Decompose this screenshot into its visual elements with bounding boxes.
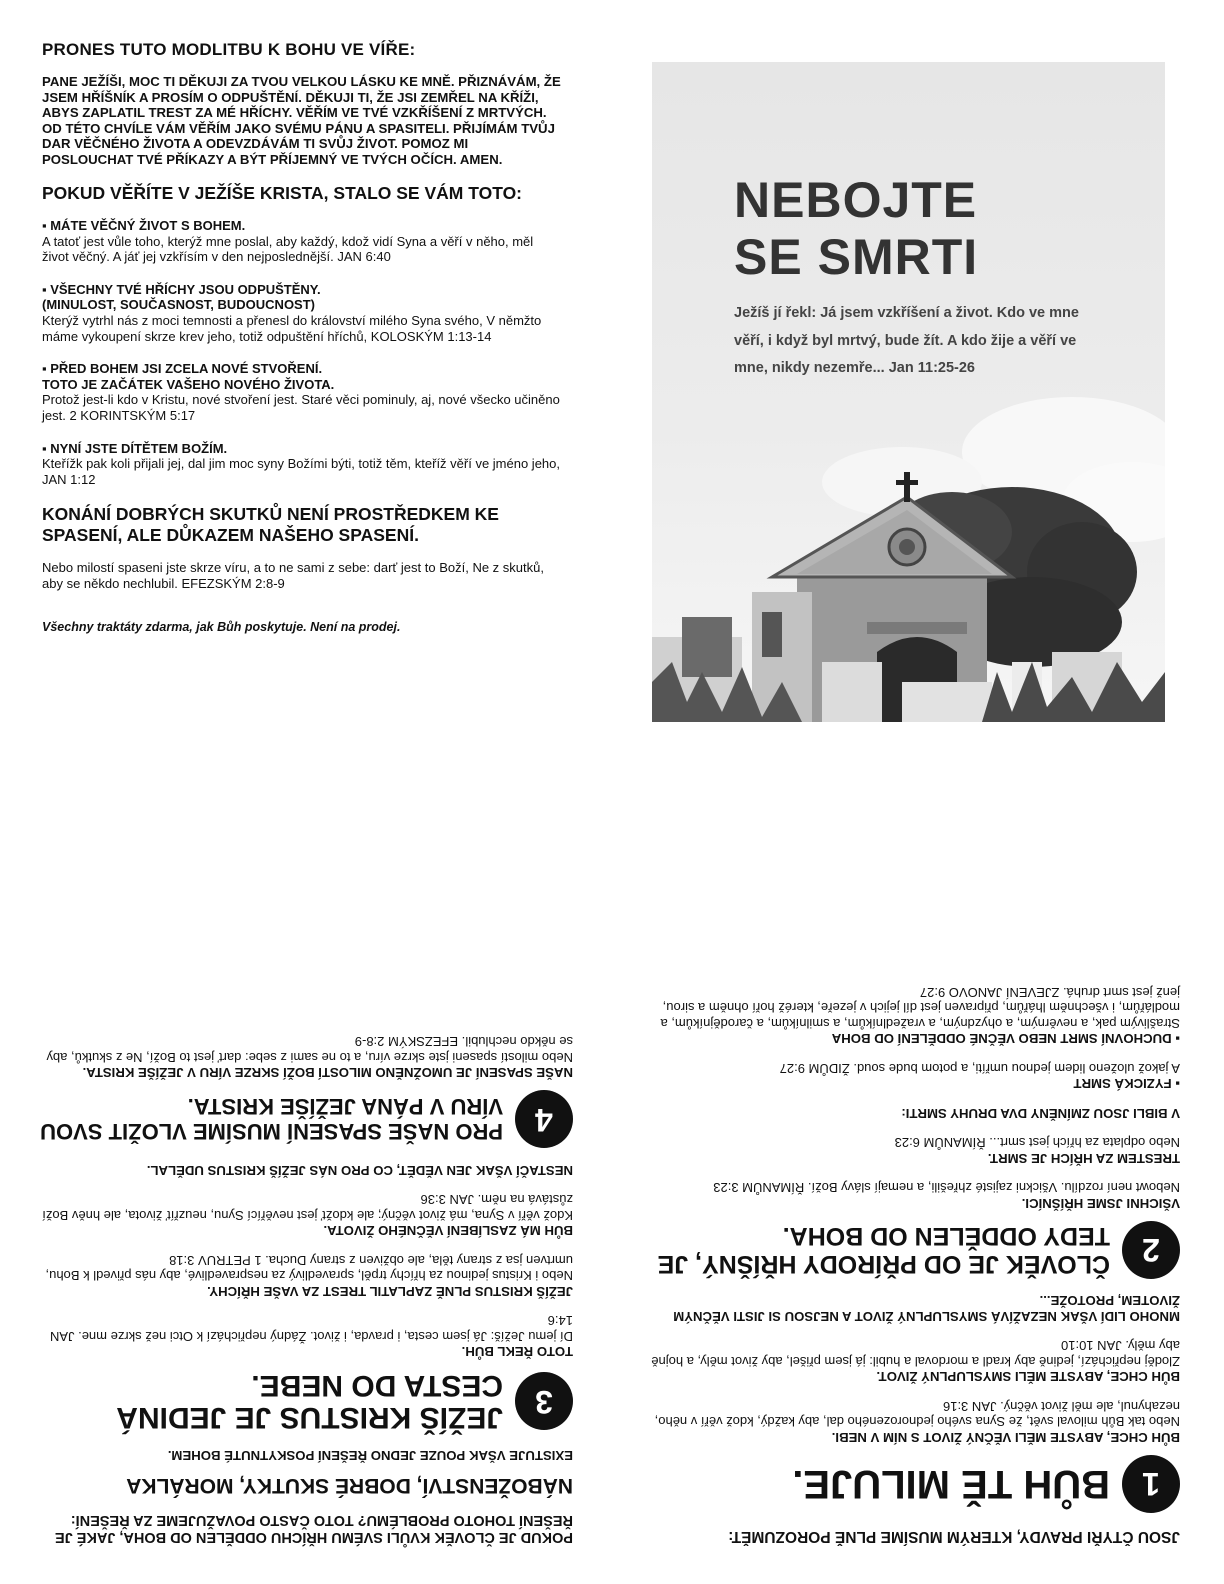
truth-4-section	[38, 1034, 573, 1081]
truth-1-lead: MNOHO LIDÍ VŠAK NEZAŽÍVÁ SMYSLUPLNÝ ŽIVOT A NEJSOU SI JISTI VĚČNÝM ŽIVOTEM, PROTOŽE...	[673, 1293, 1180, 1324]
believe-item	[42, 282, 562, 344]
truth-2-text: A jakož uloženo lidem jednou umříti, a potom bude soud. ŽIDŮM 9:27	[779, 1061, 1180, 1076]
truth-2-section	[640, 1106, 1180, 1122]
prayer-panel	[42, 40, 562, 634]
truth-3-text: Dí jemu Ježíš: Já jsem cesta, i pravda, i život. Žádný nepřichází k Otci než skrze mne. JAN 14:6	[49, 1313, 573, 1344]
cover-verse: Ježíš jí řekl: Já jsem vzkříšení a život. Kdo ve mne věří, i když byl mrtvý, bude žít. A kdo žije a věří ve mne, nikdy nezemře... Jan 11:25-26	[734, 305, 1079, 376]
believe-item-text: Kteřížk pak koli přijali jej, dal jim moc syny Božími býti, totiž těm, kteříž věří ve jméno jeho, JAN 1:12	[42, 456, 561, 487]
truth-1-text: Zloděj nepřichází, jedině aby kradl a mordoval a hubil: já jsem přišel, aby život měly, a hojně aby měly. JAN 10:10	[651, 1338, 1180, 1369]
truth-2-section	[640, 1180, 1180, 1211]
prayer-heading: PRONES TUTO MODLITBU K BOHU VE VÍŘE:	[42, 40, 416, 59]
cover-title	[734, 172, 978, 286]
truth-2-lead: V BIBLI JSOU ZMÍNĚNY DVA DRUHY SMRTI:	[901, 1106, 1180, 1121]
truths-3-4-panel	[38, 815, 573, 1545]
truth-3-lead: TOTO ŘEKL BŮH.	[461, 1344, 573, 1360]
truth-2-header	[640, 1221, 1180, 1279]
truth-number-badge: 2	[1122, 1221, 1180, 1279]
truth-3-title: JEŽÍŠ KRISTUS JE JEDINÁ CESTA DO NEBE.	[116, 1369, 503, 1435]
chapel-photo	[652, 62, 1165, 722]
believe-item-text: Kterýž vytrhl nás z moci temnosti a přenesl do království milého Syna svého, V němžto máme vykoupení skrze krev jeho, totiž odpuštění hříchů, KOLOSKÝM 1:13-14	[42, 312, 542, 344]
truth-number-badge: 4	[515, 1091, 573, 1149]
believe-item-text: A tatoť jest vůle toho, kterýž mne poslal, aby každý, kdož vidí Syna a věří v něho, měl život věčný. A jáť jej vzkřísím v den nejposlednější. JAN 6:40	[42, 233, 534, 265]
truth-1-section	[640, 1399, 1180, 1446]
truth-3-header	[38, 1370, 573, 1434]
truth-2-title: ČLOVĚK JE OD PŘÍRODY HŘÍŠNÝ, JE TEDY ODDĚLEN OD BOHA.	[657, 1222, 1110, 1278]
truth-1-title: BŮH TĚ MILUJE.	[792, 1462, 1110, 1506]
truth-2-text: Nebowt není rozdílu. Všickni zajisté zhřešili, a nemají slávy Boží. ŘÍMANŮM 3:23	[713, 1180, 1180, 1196]
believe-item-head: ▪ PŘED BOHEM JSI ZCELA NOVÉ STVOŘENÍ.	[42, 361, 323, 377]
truth-2-lead: ▪ DUCHOVNÍ SMRT NEBO VĚČNÉ ODDĚLENÍ OD BOHA	[831, 1031, 1180, 1047]
believe-item-subhead: (MINULOST, SOUČASNOST, BUDOUCNOST)	[42, 297, 315, 313]
prayer-text: PANE JEŽÍŠI, MOC TI DĚKUJI ZA TVOU VELKOU LÁSKU KE MNĚ. PŘIZNÁVÁM, ŽE JSEM HŘÍŠNÍK A PROSÍM O ODPUŠTĚNÍ. DĚKUJI TI, ŽE JSI ZEMŘEL NA KŘÍŽI, ABYS ZAPLATIL TREST ZA MÉ HŘÍCHY. VĚŘÍM VE TVÉ VZKŘÍŠENÍ Z MRTVÝCH. OD TÉTO CHVÍLE VÁM VĚŘÍM JAKO SVÉMU PÁNU A SPASITELI. PŘIJÍMÁM TVŮJ DAR VĚČNÉHO ŽIVOTA A ODEVZDÁVÁM TI SVŮJ ŽIVOT. POMOZ MI POSLOUCHAT TVÉ PŘÍKAZY A BÝT PŘÍJEMNÝ VE TVÝCH OČÍCH. AMEN.	[42, 74, 561, 167]
works-text: Nebo milostí spaseni jste skrze víru, a to ne sami z sebe: darť jest to Boží, Ne z skutků, aby se někdo nechlubil. EFEZSKÝM 2:8-9	[42, 560, 544, 592]
solution-lead: POKUD JE ČLOVĚK KVŮLI SVÉMU HŘÍCHU ODDĚLEN OD BOHA, JAKÉ JE ŘEŠENÍ TOHOTO PROBLÉMU? TOTO ČASTO POVAŽUJEME ZA ŘEŠENÍ:	[54, 1512, 573, 1545]
believe-item-head: ▪ MÁTE VĚČNÝ ŽIVOT S BOHEM.	[42, 218, 246, 233]
truth-2-lead: VŠICHNI JSME HŘÍŠNÍCI.	[1021, 1196, 1180, 1211]
truth-4-text: Nebo milostí spaseni jste skrze víru, a to ne sami z sebe: darť jest to Boží, Ne z skutků, aby se někdo nechlubil. EFEZSKÝM 2:8-9	[46, 1034, 573, 1065]
truth-1-lead: BŮH CHCE, ABYSTE MĚLI SMYSLUPLNÝ ŽIVOT.	[876, 1369, 1180, 1385]
truths-intro	[640, 1527, 1180, 1545]
truth-3-section	[38, 1163, 573, 1179]
truth-1-section	[640, 1293, 1180, 1324]
truth-1-section	[640, 1338, 1180, 1385]
truth-1-lead: BŮH CHCE, ABYSTE MĚLI VĚČNÝ ŽIVOT S NÍM V NEBI.	[831, 1430, 1180, 1445]
truth-1-header	[640, 1455, 1180, 1513]
footer-note: Všechny traktáty zdarma, jak Bůh poskytuje. Není na prodej.	[42, 620, 401, 635]
truth-3-text: Kdož věří v Syna, má život věčný; ale kdožť jest nevěřící Synu, neuzříť života, ale hněv Boží zůstává na něm. JAN 3:36	[42, 1192, 573, 1223]
solution-section	[38, 1448, 573, 1464]
truths-1-2-panel	[640, 815, 1180, 1545]
believe-item	[42, 361, 562, 423]
truth-2-section	[640, 1061, 1180, 1092]
truth-2-lead: TRESTEM ZA HŘÍCH JE SMRT.	[987, 1151, 1180, 1166]
believe-item-head: ▪ NYNÍ JSTE DÍTĚTEM BOŽÍM.	[42, 440, 228, 456]
truth-4-title: PRO NAŠE SPASENÍ MUSÍME VLOŽIT SVOU VÍRU V PÁNA JEŽÍŠE KRISTA.	[40, 1094, 503, 1145]
believe-item-head: ▪ VŠECHNY TVÉ HŘÍCHY JSOU ODPUŠTĚNY.	[42, 281, 321, 297]
truth-2-section	[640, 1135, 1180, 1166]
solution-section	[38, 1511, 573, 1545]
truth-2-text: Strašlivým pak, a nevěrným, a ohyzdným, a vražedlníkům, a smilníkům, a čarodějníkům, a modlářům, i všechněm lhářům, připraven jest díl jejich v jezeře, kteréž hoří ohněm a sirou, jenž jest smrt druhá. ZJEVENÍ JANOVO 9:27	[660, 985, 1180, 1031]
cover-title-line2: SE SMRTI	[734, 229, 979, 285]
truth-4-lead: NAŠE SPASENÍ JE UMOŽNĚNO MILOSTÍ BOŽÍ SKRZE VÍRU V JEŽÍŠE KRISTA.	[82, 1065, 573, 1081]
truth-3-section	[38, 1192, 573, 1239]
truth-number-badge: 1	[1122, 1455, 1180, 1513]
cover-title-line1: NEBOJTE	[734, 172, 978, 228]
truth-3-text: Nebo i Kristus jedinou za hříchy trpěl, spravedlivý za nespravedlivé, aby nás přivedl k Bohu, umrtven jsa z strany těla, ale obživen z strany Ducha. 1 PETRUV 3:18	[45, 1253, 573, 1284]
believe-item-text: Protož jest-li kdo v Kristu, nové stvoření jest. Staré věci pominuly, aj, nové všecko učiněno jest. 2 KORINTSKÝM 5:17	[42, 392, 560, 423]
solution-lead: EXISTUJE VŠAK POUZE JEDNO ŘEŠENÍ POSKYTNUTÉ BOHEM.	[167, 1448, 573, 1463]
truth-1-text: Nebo tak Bůh miloval svět, že Syna svého jednorozeného dal, aby každý, kdož věří v něho, nezahynul, ale měl život věčný. JAN 3:16	[654, 1399, 1180, 1430]
works-heading: KONÁNÍ DOBRÝCH SKUTKŮ NENÍ PROSTŘEDKEM KE SPASENÍ, ALE DŮKAZEM NAŠEHO SPASENÍ.	[42, 504, 499, 546]
truths-intro-text: JSOU ČTYŘI PRAVDY, KTERÝM MUSÍME PLNĚ POROZUMĚT:	[728, 1528, 1180, 1545]
truth-2-lead: ▪ FYZICKÁ SMRT	[1073, 1076, 1180, 1092]
believe-item	[42, 218, 562, 265]
truth-3-lead: NESTAČÍ VŠAK JEN VĚDĚT, CO PRO NÁS JEŽÍŠ KRISTUS UDĚLAL.	[146, 1163, 573, 1178]
believe-heading: POKUD VĚŘÍTE V JEŽÍŠE KRISTA, STALO SE VÁM TOTO:	[42, 183, 523, 203]
truth-3-lead: BŮH MÁ ZASLÍBENÍ VĚČNÉHO ŽIVOTA.	[323, 1223, 573, 1239]
truth-3-section	[38, 1313, 573, 1360]
truth-2-text: Nebo odplata za hřích jest smrt... ŘÍMANŮM 6:23	[894, 1135, 1180, 1151]
truth-3-lead: JEŽÍŠ KRISTUS PLNĚ ZAPLATIL TREST ZA VAŠE HŘÍCHY.	[207, 1284, 573, 1299]
truth-2-section	[640, 985, 1180, 1047]
believe-item-subhead: TOTO JE ZAČÁTEK VAŠEHO NOVÉHO ŽIVOTA.	[42, 376, 335, 392]
believe-item	[42, 441, 562, 488]
truth-4-header	[38, 1091, 573, 1149]
truth-number-badge: 3	[515, 1373, 573, 1431]
truth-3-section	[38, 1253, 573, 1300]
cover-panel	[652, 62, 1165, 722]
solution-bigline: NÁBOŽENSTVÍ, DOBRÉ SKUTKY, MORÁLKA	[126, 1474, 573, 1497]
